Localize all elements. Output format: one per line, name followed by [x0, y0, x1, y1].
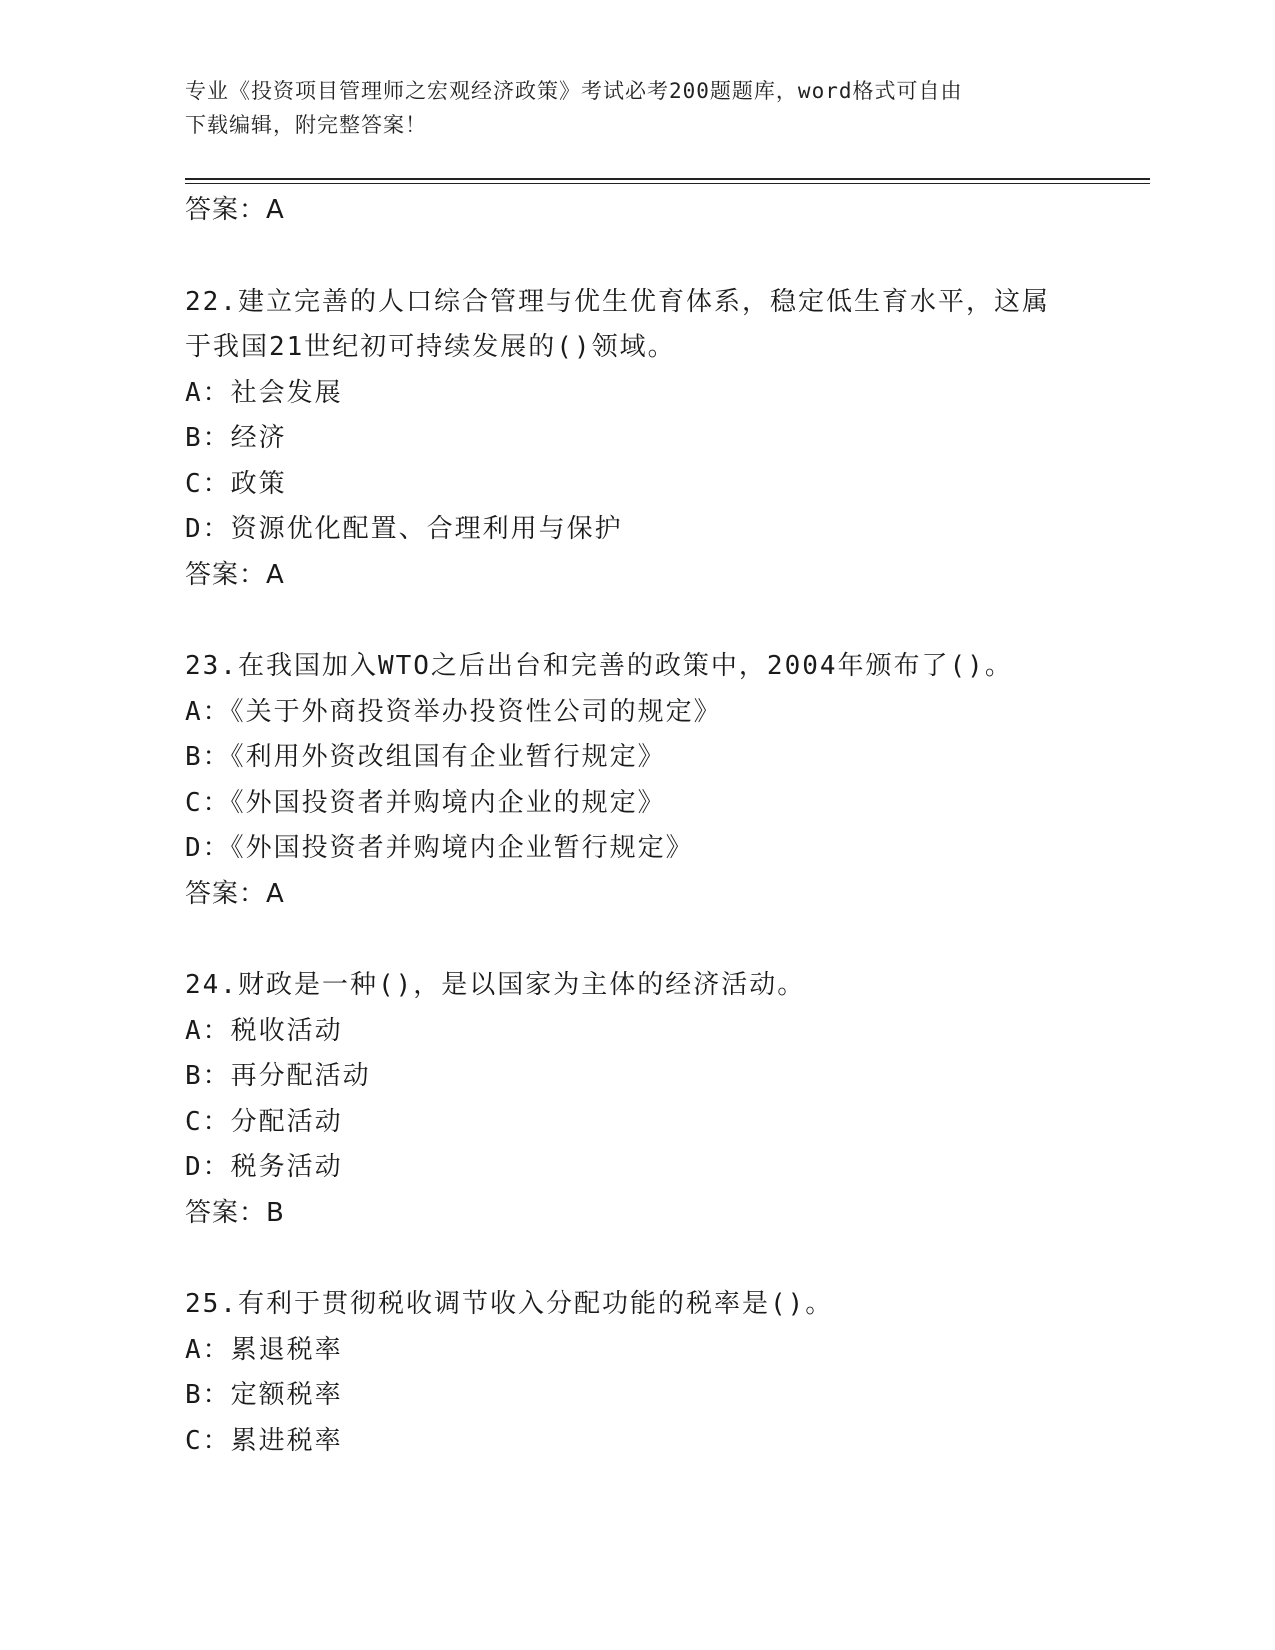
- question-block: [185, 963, 1085, 1236]
- question-list: [185, 188, 1085, 1464]
- option-d: D：资源优化配置、合理利用与保护: [185, 514, 623, 544]
- spacer: [185, 1236, 1085, 1282]
- option-b: B：定额税率: [185, 1380, 343, 1410]
- option-b: B：再分配活动: [185, 1061, 371, 1091]
- question-block: [185, 280, 1085, 599]
- option-d: D：《外国投资者并购境内企业暂行规定》: [185, 833, 694, 863]
- spacer: [185, 917, 1085, 963]
- question-stem: 25.有利于贯彻税收调节收入分配功能的税率是()。: [185, 1289, 834, 1319]
- document-header: [185, 74, 1085, 142]
- question-block: [185, 1282, 1085, 1464]
- answer-line: 答案：A: [185, 878, 285, 909]
- option-b: B：经济: [185, 423, 287, 453]
- option-c: C：政策: [185, 468, 287, 499]
- question-block: [185, 644, 1085, 917]
- header-divider-thick: [185, 178, 1150, 180]
- header-line-1: 专业《投资项目管理师之宏观经济政策》考试必考200题题库，word格式可自由: [185, 79, 963, 103]
- header-line-2: 下载编辑，附完整答案！: [185, 113, 427, 137]
- spacer: [185, 598, 1085, 644]
- question-stem: 24.财政是一种()，是以国家为主体的经济活动。: [185, 970, 806, 1000]
- option-d: D：税务活动: [185, 1152, 343, 1182]
- option-b: B：《利用外资改组国有企业暂行规定》: [185, 742, 666, 772]
- question-stem-continued: 于我国21世纪初可持续发展的()领域。: [185, 332, 676, 362]
- answer-line: 答案：A: [185, 195, 285, 225]
- spacer: [185, 234, 1085, 280]
- option-a: A：社会发展: [185, 377, 343, 408]
- option-a: A：累退税率: [185, 1334, 343, 1365]
- option-c: C：累进税率: [185, 1425, 343, 1456]
- question-stem: 23.在我国加入WTO之后出台和完善的政策中，2004年颁布了()。: [185, 651, 1013, 681]
- answer-line: 答案：B: [185, 1197, 285, 1228]
- answer-line: 答案：A: [185, 559, 285, 590]
- option-a: A：《关于外商投资举办投资性公司的规定》: [185, 696, 722, 727]
- question-stem: 22.建立完善的人口综合管理与优生优育体系，稳定低生育水平，这属: [185, 286, 1050, 317]
- option-a: A：税收活动: [185, 1015, 343, 1046]
- option-c: C：分配活动: [185, 1106, 343, 1137]
- header-divider-thin: [185, 183, 1150, 184]
- option-c: C：《外国投资者并购境内企业的规定》: [185, 787, 666, 818]
